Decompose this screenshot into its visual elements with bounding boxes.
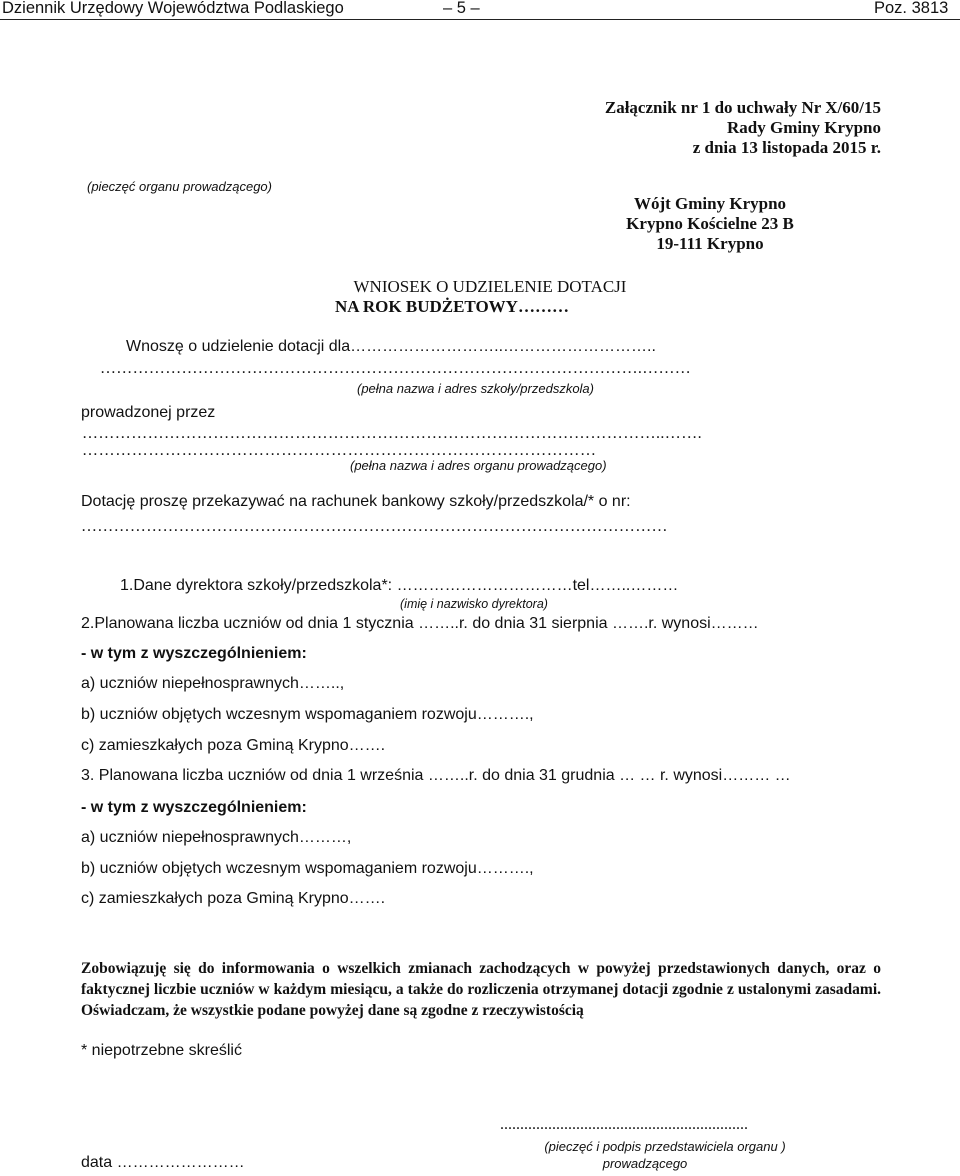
director-caption: (imię i nazwisko dyrektora): [400, 597, 548, 611]
declaration-paragraph: Zobowiązuję się do informowania o wszelkich zmianach zachodzących w powyżej przedstawionych danych, oraz o faktycznej liczbie uczniów w każdym miesiącu, a także do rozliczenia otrzymanej dotacji zgodnie z ustalonymi zasadami. Oświadczam, że wszystkie podane powyżej dane są zgodne z rzeczywistością: [81, 960, 881, 1019]
non-resident-students-1: c) zamieszkałych poza Gminą Krypno…….: [81, 737, 386, 754]
form-title-line-2: NA ROK BUDŻETOWY………: [335, 297, 569, 316]
attachment-line-1: Załącznik nr 1 do uchwały Nr X/60/15: [604, 98, 881, 117]
bank-account-label: Dotację proszę przekazywać na rachunek bankowy szkoły/przedszkola/* o nr:: [81, 493, 631, 510]
position-number: Poz. 3813: [874, 0, 949, 17]
school-name-dots: ……………………………………………………………………………………….………: [100, 360, 692, 377]
run-by-label: prowadzonej przez: [81, 404, 216, 421]
form-title-line-1: WNIOSEK O UDZIELENIE DOTACJI: [353, 277, 627, 296]
page-number: – 5 –: [443, 0, 480, 17]
non-resident-students-2: c) zamieszkałych poza Gminą Krypno…….: [81, 890, 386, 907]
request-line: Wnoszę o udzielenie dotacji dla………………………..………………………..: [126, 338, 656, 355]
planned-students-1: 2.Planowana liczba uczniów od dnia 1 stycznia ……..r. do dnia 31 sierpnia …….r. wynosi………: [81, 615, 759, 632]
signature-caption-1: (pieczęć i podpis przedstawiciela organu ): [544, 1139, 786, 1154]
authority-dots-2: …………………………………………………………………………………: [82, 442, 597, 459]
date-line: data ……………………: [81, 1154, 245, 1171]
signature-caption-2: prowadzącego: [602, 1156, 688, 1171]
director-line: 1.Dane dyrektora szkoły/przedszkola*: ……………………………tel……..………: [120, 577, 679, 594]
authority-dots-1: ……………………………………………………………………………………………..…….: [82, 425, 702, 442]
attachment-line-3: z dnia 13 listopada 2015 r.: [692, 138, 881, 157]
breakdown-heading-1: - w tym z wyszczególnieniem:: [81, 645, 307, 662]
addressee-line-3: 19-111 Krypno: [656, 234, 764, 253]
addressee-line-2: Krypno Kościelne 23 B: [626, 214, 794, 233]
stamp-label: (pieczęć organu prowadzącego): [87, 179, 272, 194]
attachment-line-2: Rady Gminy Krypno: [727, 118, 881, 137]
planned-students-2: 3. Planowana liczba uczniów od dnia 1 września ……..r. do dnia 31 grudnia … … r. wynosi……… …: [81, 767, 791, 784]
breakdown-heading-2: - w tym z wyszczególnieniem:: [81, 799, 307, 816]
footnote: * niepotrzebne skreślić: [81, 1042, 242, 1059]
early-support-students-2: b) uczniów objętych wczesnym wspomaganiem rozwoju……….,: [81, 860, 534, 877]
authority-caption: (pełna nazwa i adres organu prowadzącego): [350, 458, 607, 473]
bank-account-dots: ………………………………………………………………………………………………: [81, 518, 668, 535]
disabled-students-1: a) uczniów niepełnosprawnych……..,: [81, 675, 345, 692]
signature-dots: ..............................................................: [500, 1116, 748, 1133]
header-divider: [0, 19, 960, 20]
addressee-line-1: Wójt Gminy Krypno: [633, 194, 787, 213]
journal-title: Dziennik Urzędowy Województwa Podlaskiego: [2, 0, 344, 17]
disabled-students-2: a) uczniów niepełnosprawnych………,: [81, 829, 352, 846]
early-support-students-1: b) uczniów objętych wczesnym wspomaganiem rozwoju……….,: [81, 706, 534, 723]
school-name-caption: (pełna nazwa i adres szkoły/przedszkola): [357, 381, 594, 396]
